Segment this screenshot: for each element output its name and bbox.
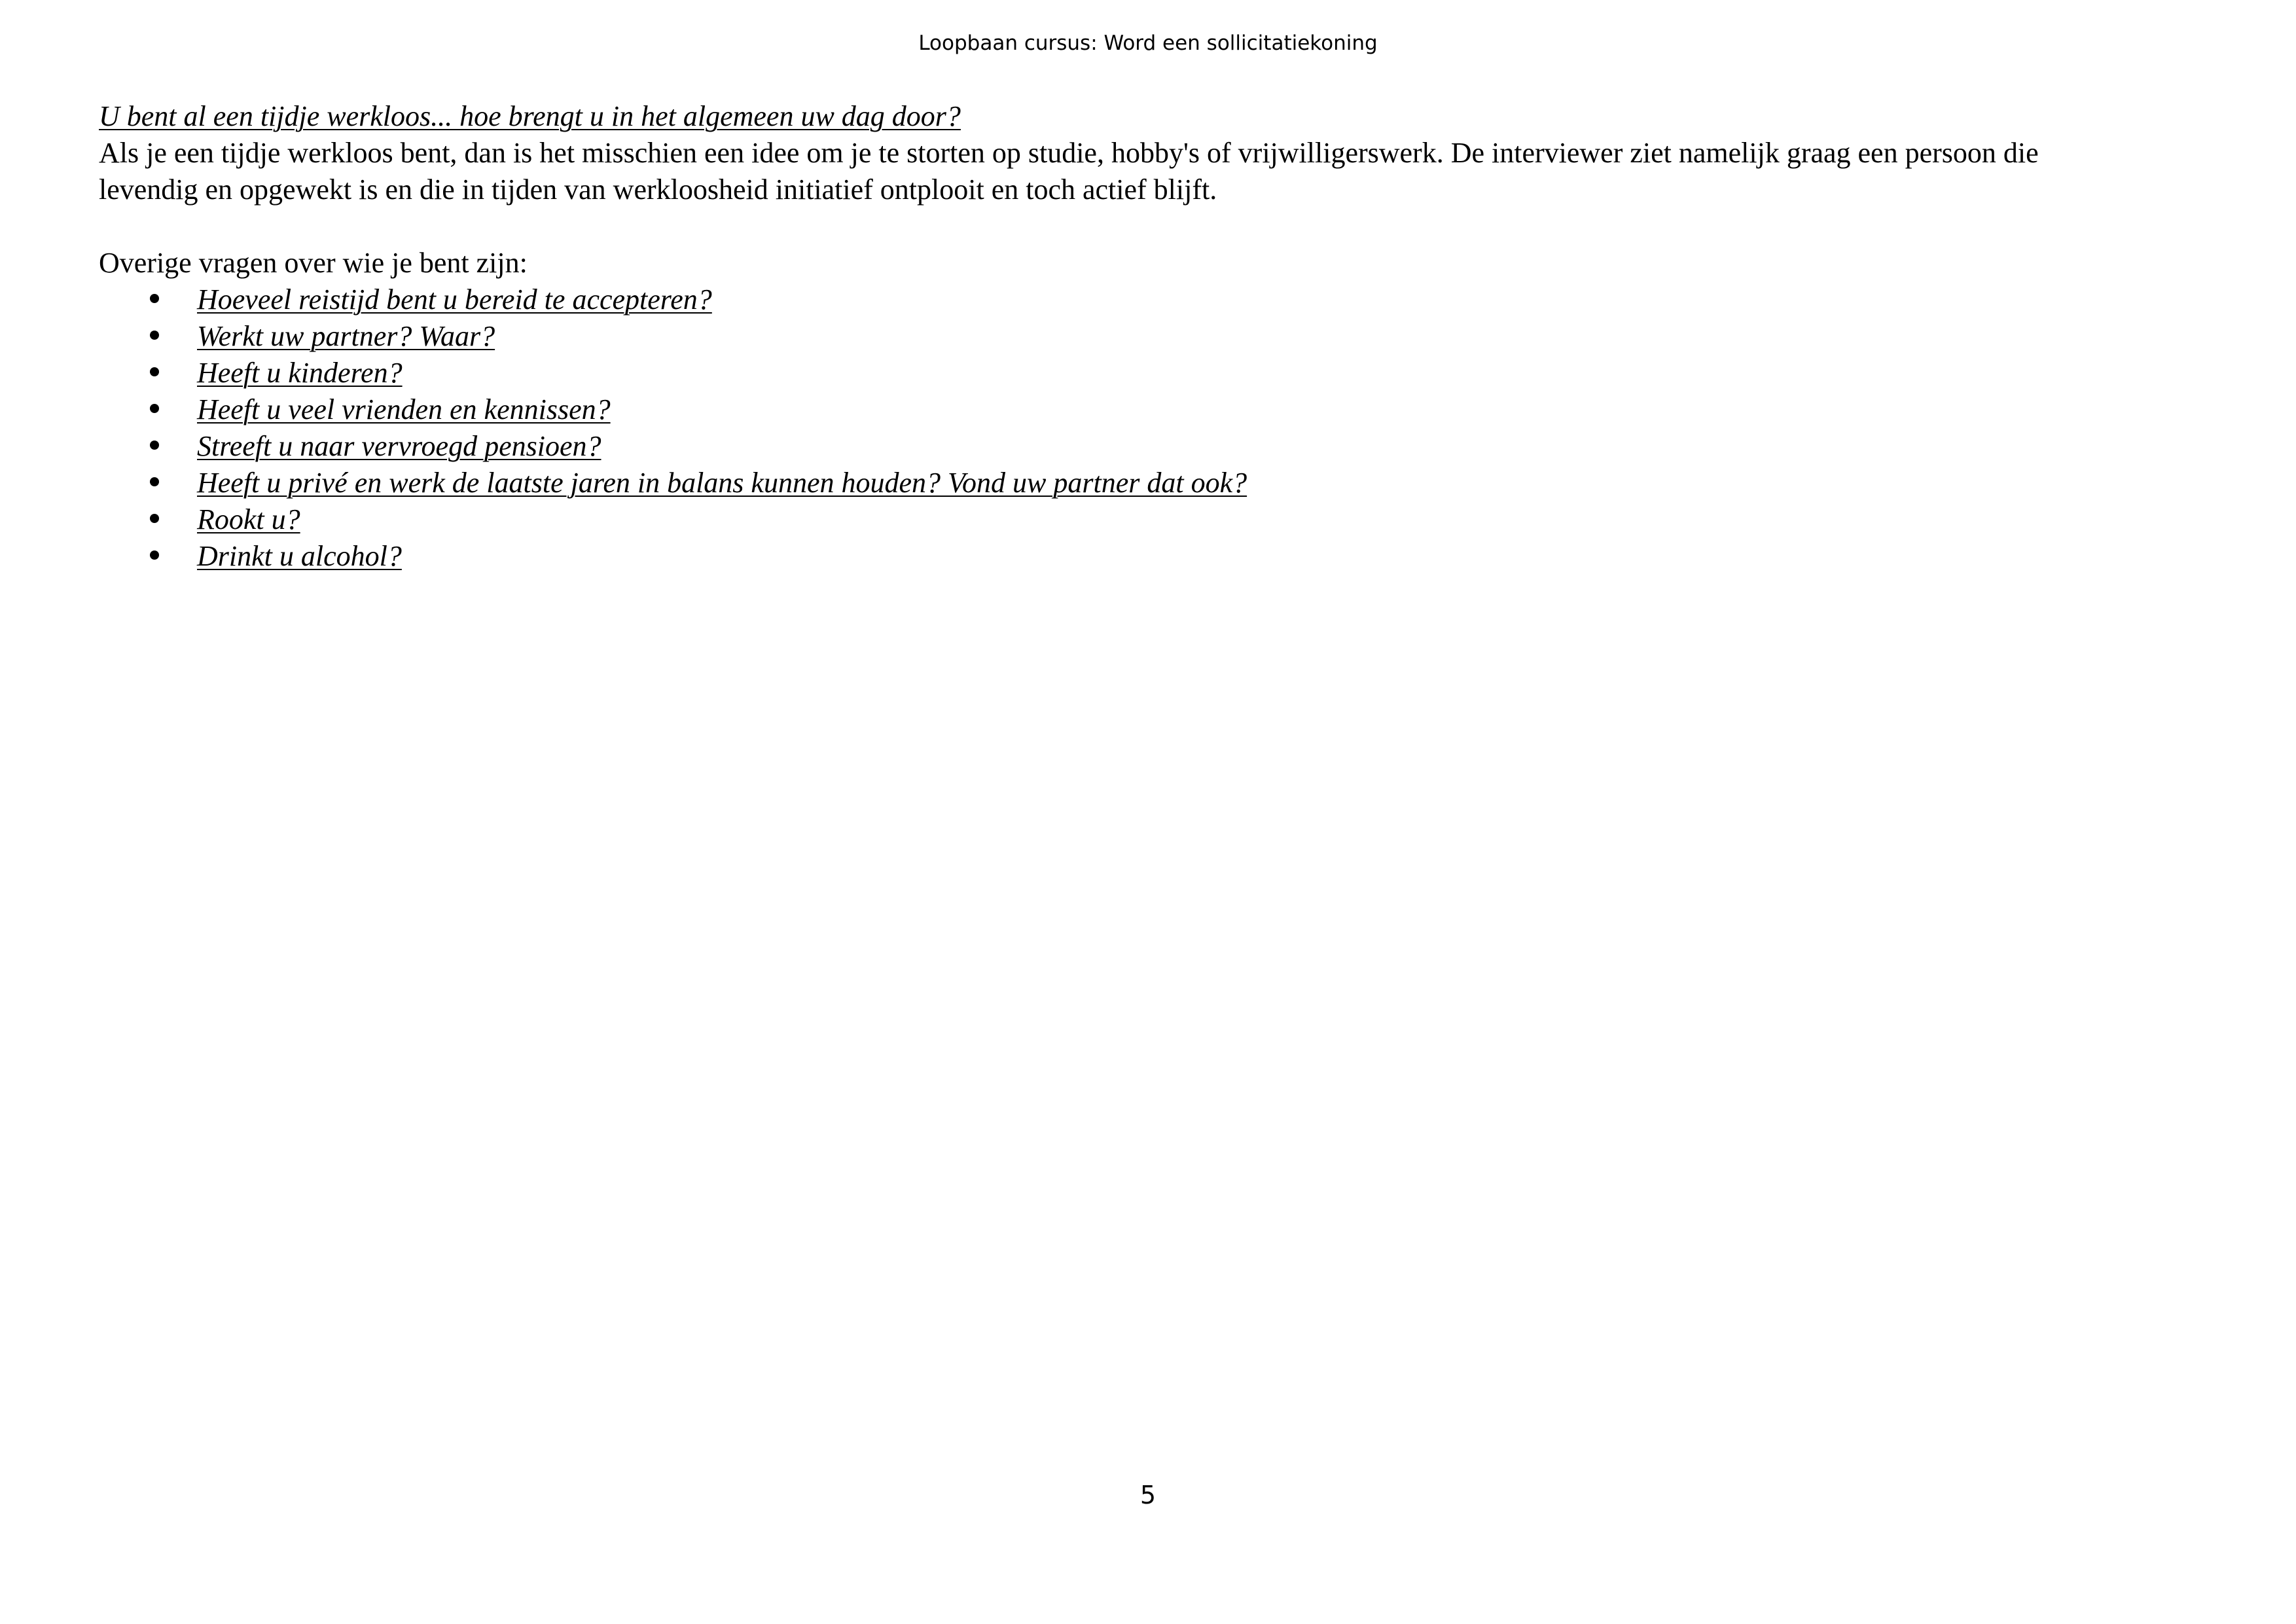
bullet-icon [150,367,159,376]
bullet-icon [150,404,159,413]
list-item [99,465,2193,501]
list-item [99,355,2193,391]
bullet-icon [150,550,159,560]
list-item-question: Streeft u naar vervroegd pensioen? [197,430,601,462]
question-section [99,98,2193,208]
list-item-question: Heeft u privé en werk de laatste jaren in balans kunnen houden? Vond uw partner dat ook? [197,467,1247,499]
list-item [99,428,2193,465]
list-item-question: Heeft u veel vrienden en kennissen? [197,393,611,425]
list-item-question: Heeft u kinderen? [197,357,403,389]
page-number: 5 [1139,1481,1157,1509]
list-item-question: Rookt u? [197,503,300,535]
list-item-question: Drinkt u alcohol? [197,540,402,572]
section-question: U bent al een tijdje werkloos... hoe brengt u in het algemeen uw dag door? [99,100,961,132]
other-questions-intro: Overige vragen over wie je bent zijn: [99,247,528,279]
list-item [99,501,2193,538]
other-questions-list [99,281,2193,575]
list-item-question: Hoeveel reistijd bent u bereid te accepteren? [197,283,712,316]
bullet-icon [150,331,159,340]
bullet-icon [150,441,159,450]
page-header: Loopbaan cursus: Word een sollicitatiekoning [918,31,1378,55]
list-item [99,391,2193,428]
answer-line: levendig en opgewekt is en die in tijden van werkloosheid initiatief ontplooit en toch actief blijft. [99,173,1217,206]
answer-line: Als je een tijdje werkloos bent, dan is het misschien een idee om je te storten op studie, hobby's of vrijwilligerswerk. De interviewer ziet namelijk graag een persoon die [99,137,2039,169]
list-item [99,318,2193,355]
bullet-icon [150,514,159,523]
document-body [99,98,2193,575]
bullet-icon [150,477,159,486]
list-item-question: Werkt uw partner? Waar? [197,320,495,352]
list-item [99,281,2193,318]
bullet-icon [150,294,159,303]
list-item [99,538,2193,575]
